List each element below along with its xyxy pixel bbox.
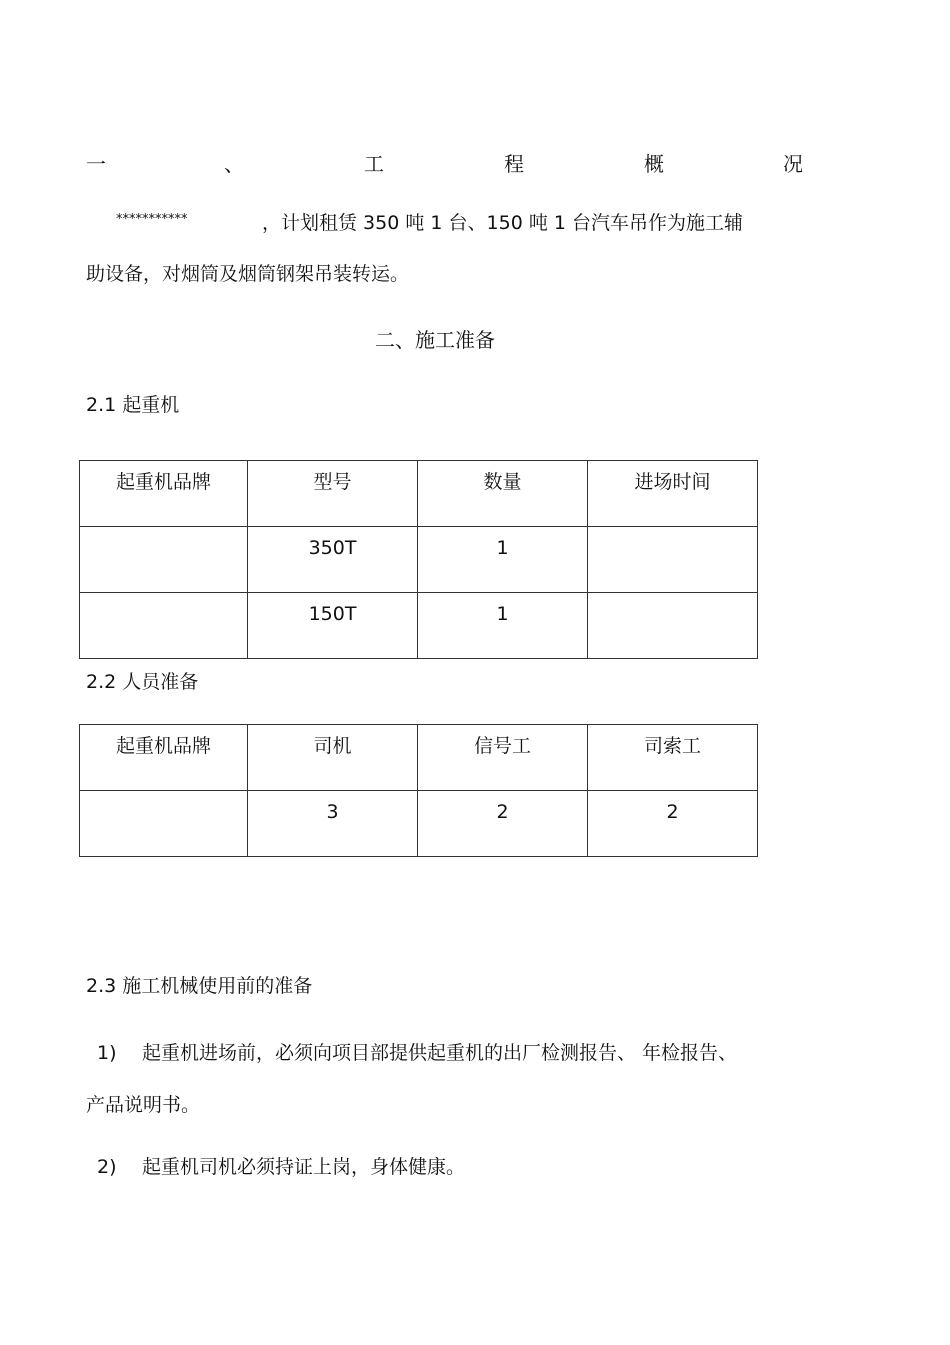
table-cell: 1 [418, 593, 588, 659]
header-cell: 数量 [418, 461, 588, 527]
table-header-row [80, 725, 758, 791]
title-char-4: 程 [504, 152, 524, 176]
table-cell: 150T [248, 593, 418, 659]
list-item-2-text: 起重机司机必须持证上岗，身体健康。 [142, 1156, 466, 1178]
table-cell [80, 791, 248, 857]
header-cell: 起重机品牌 [80, 725, 248, 791]
crane-table [79, 460, 758, 659]
subsection-2-3-heading: 2.3 施工机械使用前的准备 [86, 975, 313, 997]
list-item-2-number: 2) [97, 1156, 117, 1178]
header-cell: 起重机品牌 [80, 461, 248, 527]
table-row [80, 593, 758, 659]
redacted-project-name: *********** [116, 212, 188, 227]
table-cell: 3 [248, 791, 418, 857]
overview-line-2: 助设备，对烟筒及烟筒钢架吊装转运。 [86, 263, 410, 285]
subsection-2-1-heading: 2.1 起重机 [86, 394, 180, 416]
table-row [80, 791, 758, 857]
header-cell: 信号工 [418, 725, 588, 791]
staff-table [79, 724, 758, 857]
subsection-2-2-heading: 2.2 人员准备 [86, 671, 199, 693]
header-cell: 司索工 [588, 725, 758, 791]
header-cell: 进场时间 [588, 461, 758, 527]
header-cell: 型号 [248, 461, 418, 527]
table-cell: 2 [588, 791, 758, 857]
overview-line-1: ，计划租赁 350 吨 1 台、150 吨 1 台汽车吊作为施工辅 [262, 212, 743, 234]
table-cell [80, 527, 248, 593]
table-cell: 1 [418, 527, 588, 593]
table-row [80, 527, 758, 593]
title-char-6: 况 [783, 152, 803, 176]
title-char-5: 概 [644, 152, 664, 176]
title-char-1: 一 [86, 152, 106, 176]
list-item-1-number: 1) [97, 1042, 117, 1064]
section2-title: 二、施工准备 [375, 328, 495, 352]
header-cell: 司机 [248, 725, 418, 791]
table-cell: 2 [418, 791, 588, 857]
title-char-3: 工 [364, 152, 384, 176]
table-header-row [80, 461, 758, 527]
table-cell [588, 527, 758, 593]
table-cell [80, 593, 248, 659]
table-cell [588, 593, 758, 659]
title-char-2: 、 [224, 152, 244, 176]
list-item-1-text: 起重机进场前，必须向项目部提供起重机的出厂检测报告、 年检报告、 [142, 1042, 738, 1064]
list-item-1-continuation: 产品说明书。 [86, 1094, 201, 1116]
table-cell: 350T [248, 527, 418, 593]
